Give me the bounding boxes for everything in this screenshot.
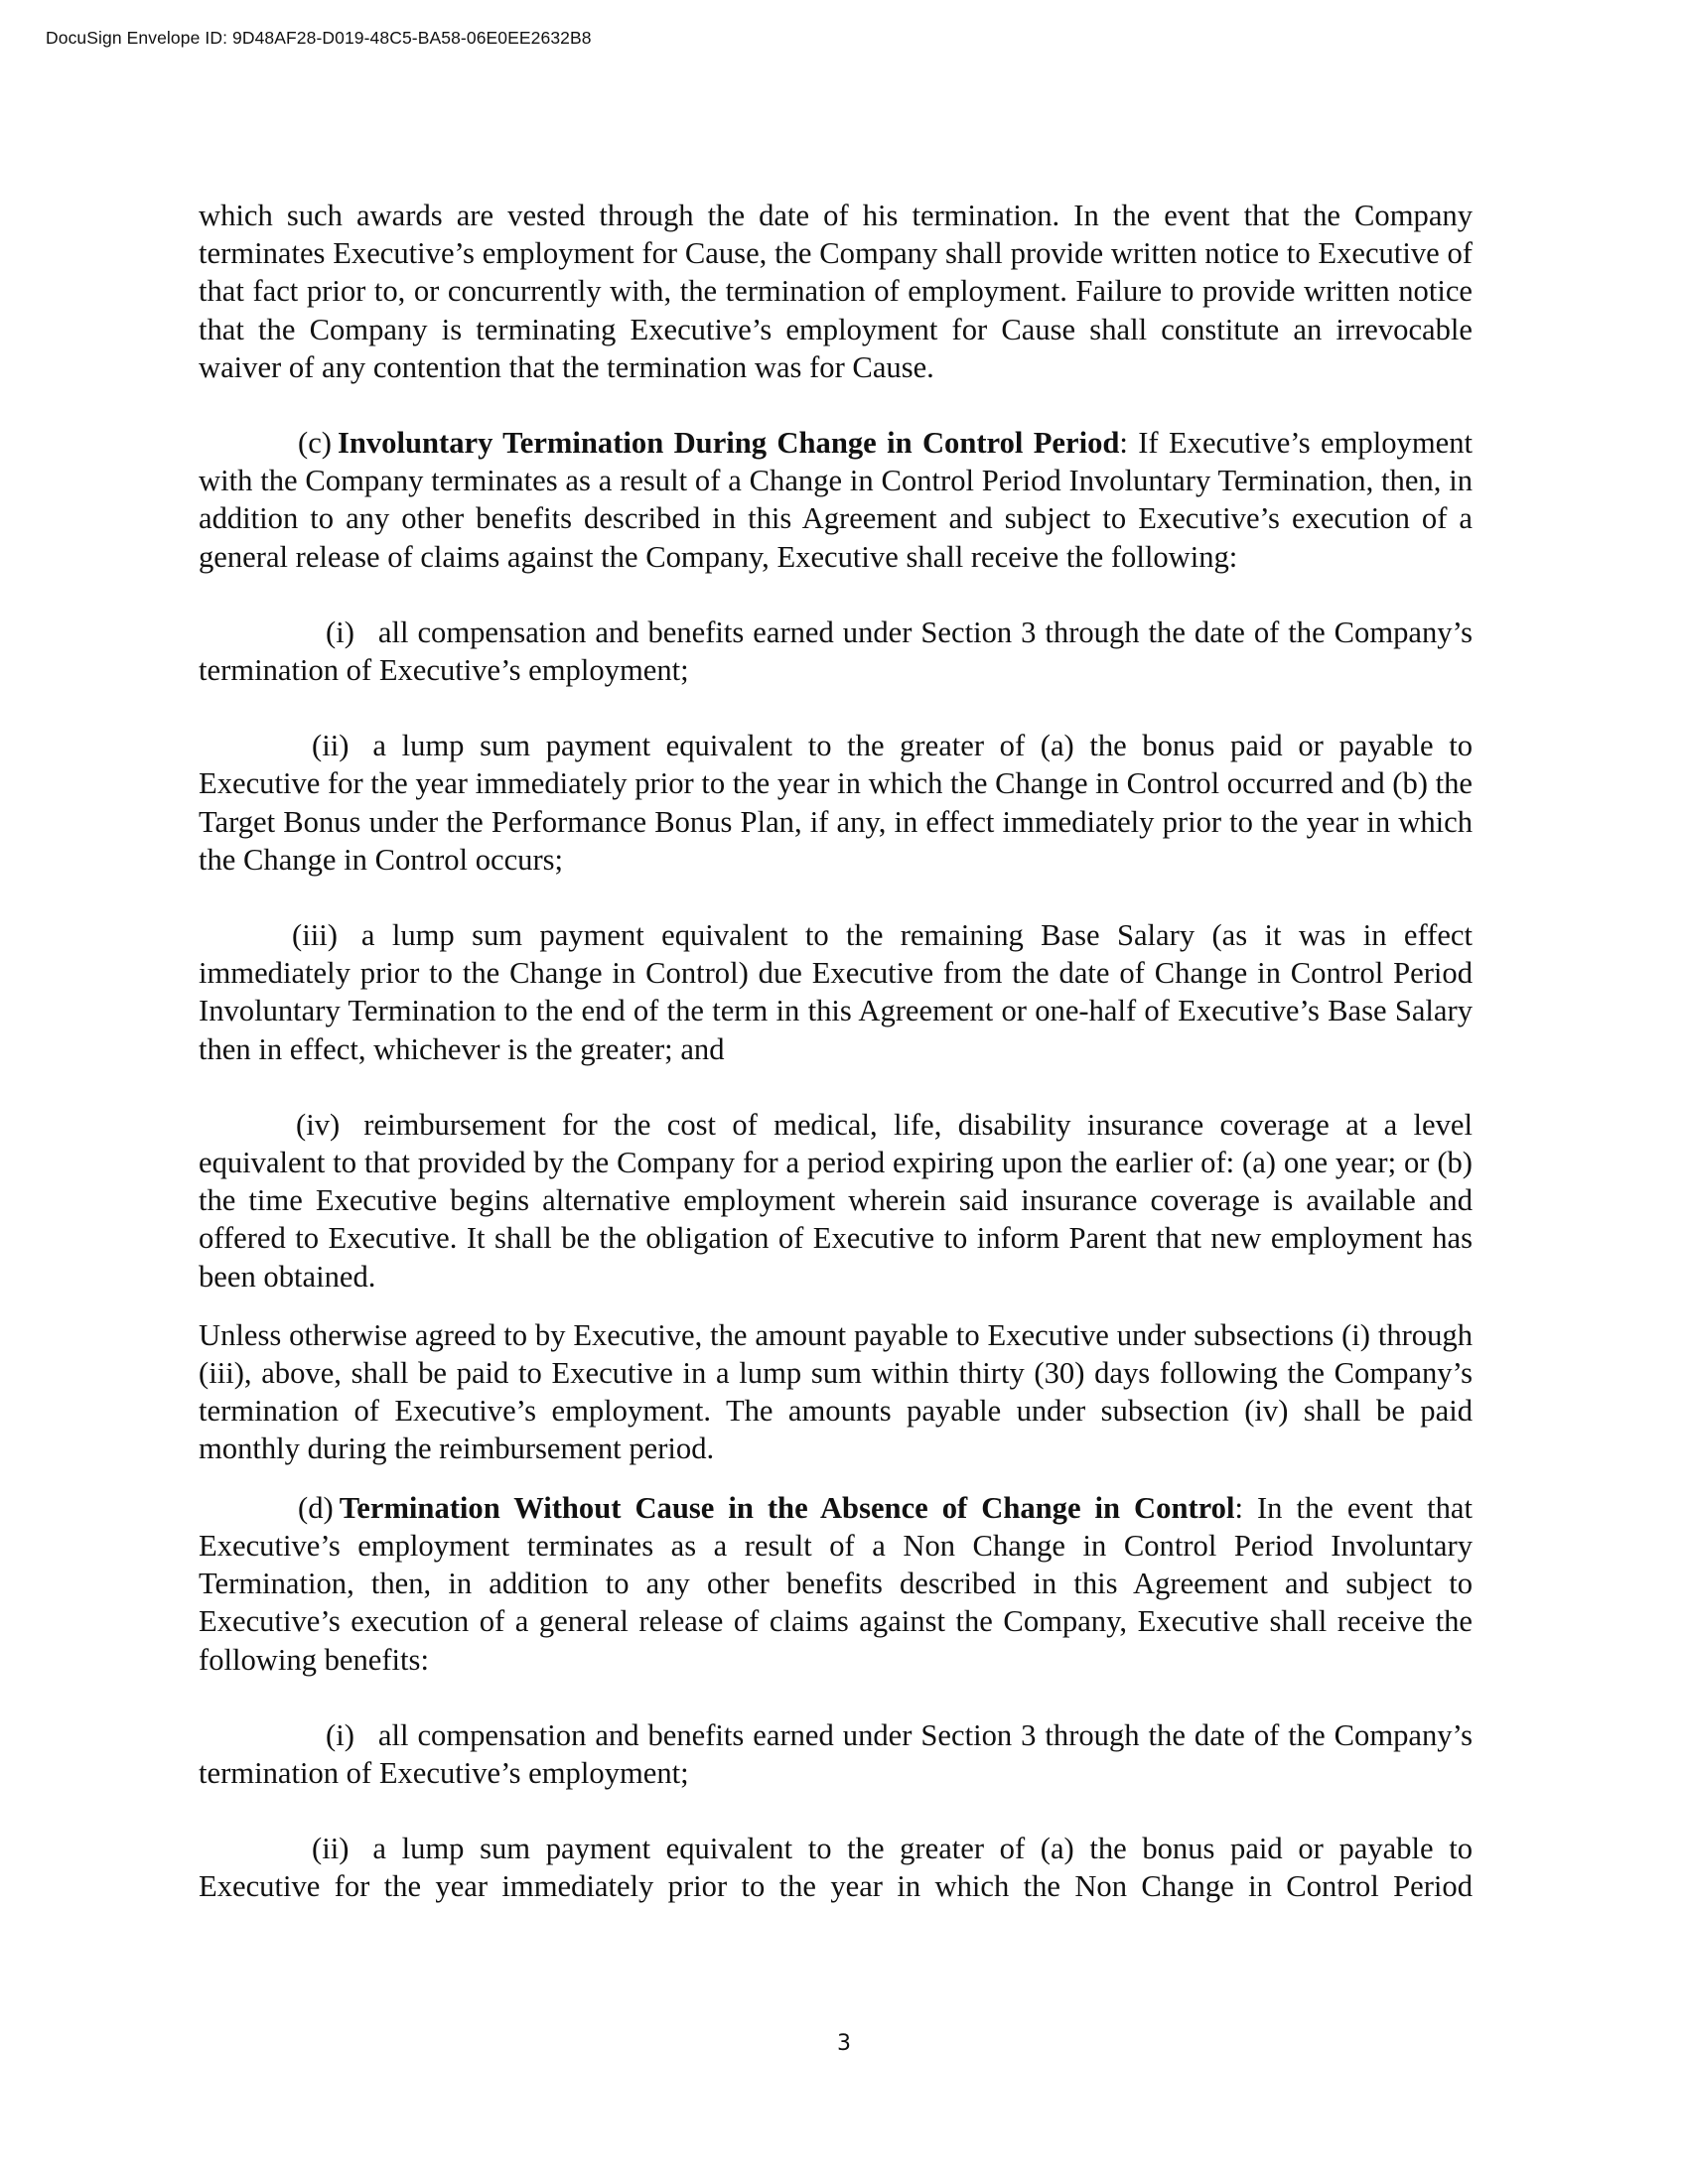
payment-terms-paragraph: Unless otherwise agreed to by Executive, the amount payable to Executive under subsections (i) through (iii), above, shall be paid to Executive in a lump sum within thirty (30) days following the Company’s termination of Executive’s employment. The amounts payable under subsection (iv) shall be paid monthly during the reimbursement period. <box>199 1317 1473 1466</box>
item-text: all compensation and benefits earned under Section 3 through the date of the Company’s termination of Executive’s employment; <box>199 1717 1473 1790</box>
item-label: (iii) <box>292 918 338 953</box>
item-text: all compensation and benefits earned under Section 3 through the date of the Company’s termination of Executive’s employment; <box>199 614 1473 688</box>
section-c-label: (c) <box>298 426 332 461</box>
section-c-item-i <box>199 614 1473 689</box>
item-text: a lump sum payment equivalent to the remaining Base Salary (as it was in effect immediately prior to the Change in Control) due Executive from the date of Change in Control Period Involuntary Termination to the end of the term in this Agreement or one-half of Executive’s Base Salary then in effect, whichever is the greater; and <box>199 918 1473 1066</box>
section-c-item-iv <box>199 1106 1473 1296</box>
section-d-paragraph <box>199 1489 1473 1679</box>
intro-paragraph: which such awards are vested through the date of his termination. In the event that the Company terminates Executive’s employment for Cause, the Company shall provide written notice to Executive of that fact prior to, or concurrently with, the termination of employment. Failure to provide written notice that the Company is terminating Executive’s employment for Cause shall constitute an irrevocable waiver of any contention that the termination was for Cause. <box>199 199 1473 384</box>
section-d-body: : In the event that Executive’s employment terminates as a result of a Non Change in Control Period Involuntary Termination, then, in addition to any other benefits described in this Agreement and subject to Executive’s execution of a general release of claims against the Company, Executive shall receive the following benefits: <box>199 1490 1473 1677</box>
section-d-item-i <box>199 1716 1473 1792</box>
section-c-item-iii <box>199 916 1473 1068</box>
item-label: (i) <box>326 614 354 649</box>
item-text: reimbursement for the cost of medical, life, disability insurance coverage at a level equivalent to that provided by the Company for a period expiring upon the earlier of: (a) one year; or (b) the time Executive begins alternative employment wherein said insurance coverage is available and offered to Executive. It shall be the obligation of Executive to inform Parent that new employment has been obtained. <box>199 1107 1473 1294</box>
item-label: (ii) <box>312 1832 350 1866</box>
section-d-heading: Termination Without Cause in the Absence of Change in Control <box>339 1490 1235 1525</box>
item-label: (i) <box>326 1717 354 1752</box>
section-c-item-ii <box>199 727 1473 879</box>
item-label: (iv) <box>296 1107 341 1142</box>
section-c-paragraph <box>199 424 1473 576</box>
item-text: a lump sum payment equivalent to the greater of (a) the bonus paid or payable to Executive for the year immediately prior to the year in which the Change in Control occurred and (b) the Target Bonus under the Performance Bonus Plan, if any, in effect immediately prior to the year in which the Change in Control occurs; <box>199 729 1473 877</box>
section-d-label: (d) <box>298 1490 334 1525</box>
section-c-body: : If Executive’s employment with the Company terminates as a result of a Change in Control Period Involuntary Termination, then, in addition to any other benefits described in this Agreement and subject to Executive’s execution of a general release of claims against the Company, Executive shall receive the following: <box>199 426 1473 574</box>
section-d-item-ii <box>199 1830 1473 1905</box>
section-c-heading: Involuntary Termination During Change in Control Period <box>337 426 1120 461</box>
docusign-envelope-id: DocuSign Envelope ID: 9D48AF28-D019-48C5-BA58-06E0EE2632B8 <box>46 28 592 48</box>
page-number: 3 <box>837 2031 851 2056</box>
item-text: a lump sum payment equivalent to the greater of (a) the bonus paid or payable to Executive for the year immediately prior to the year in which the Non Change in Control Period <box>199 1832 1473 1904</box>
document-body <box>199 197 1473 1906</box>
item-label: (ii) <box>312 729 350 763</box>
